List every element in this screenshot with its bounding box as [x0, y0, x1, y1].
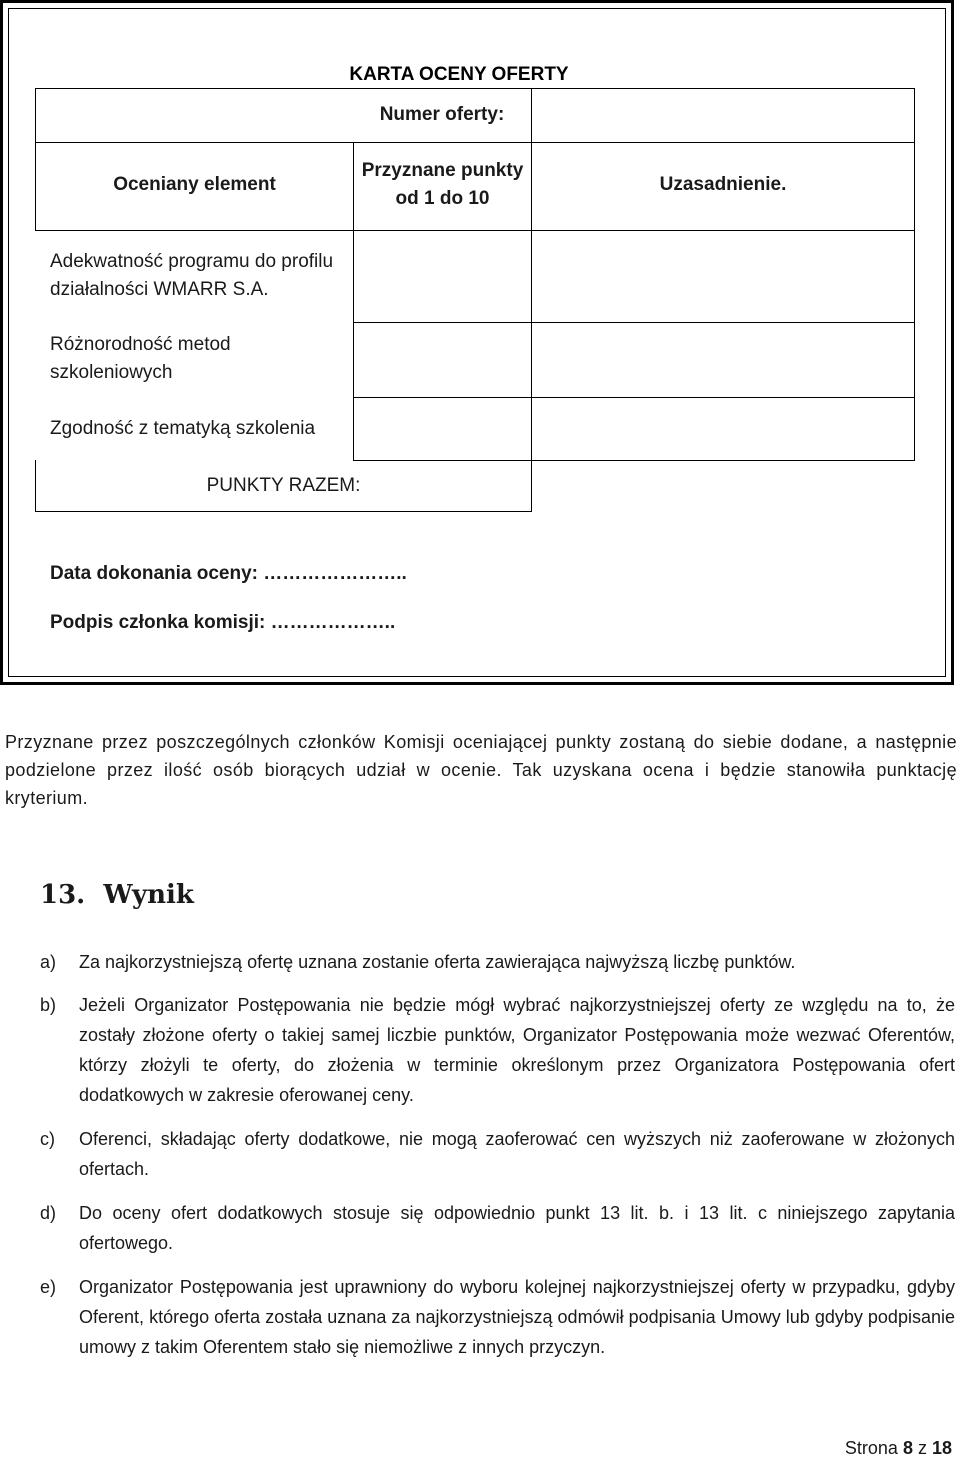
list-marker: b) — [40, 995, 57, 1015]
list-item-text: Jeżeli Organizator Postępowania nie będzie mógł wybrać najkorzystniejszej oferty ze względu na to, że zostały złożone oferty o takiej samej liczbie punktów, Organizator Postępowania może wezwać Oferentów, którzy złożyli te oferty, do złożenia w terminie określonym przez Organizatora Postępowania ofert dodatkowych w zakresie oferowanej ceny. — [79, 995, 955, 1105]
list-item — [40, 1124, 955, 1184]
evaluation-date-label: Data dokonania oceny: — [50, 563, 258, 584]
page-footer — [845, 1438, 952, 1459]
criterion-row-3: Zgodność z tematyką szkolenia — [50, 418, 316, 439]
evaluation-date-dots: ………………….. — [263, 563, 407, 584]
table-rule — [353, 142, 354, 460]
table-rule — [35, 230, 915, 231]
footer-prefix: Strona — [844, 1438, 903, 1458]
signature-label: Podpis członka komisji: — [50, 612, 266, 633]
list-item — [40, 990, 955, 1110]
column-header-justification: Uzasadnienie. — [659, 174, 787, 195]
list-item — [40, 1198, 955, 1258]
table-rule — [353, 460, 915, 461]
list-marker: d) — [40, 1203, 57, 1223]
signature-dots: ……………….. — [270, 612, 396, 633]
table-border-top — [35, 88, 915, 89]
table-rule — [35, 142, 915, 143]
total-label: PUNKTY RAZEM: — [206, 475, 361, 496]
list-marker: e) — [40, 1277, 57, 1297]
footer-page-number: 8 — [902, 1438, 913, 1458]
table-rule — [353, 322, 915, 323]
list-item-text: Oferenci, składając oferty dodatkowe, nie mogą zaoferować cen wyższych niż zaoferowane w złożonych ofertach. — [79, 1129, 955, 1179]
column-header-points: Przyznane punkty od 1 do 10 — [361, 160, 524, 209]
list-marker: a) — [40, 952, 57, 972]
footer-middle: z — [912, 1438, 932, 1458]
table-border-left — [35, 88, 36, 230]
offer-number-label: Numer oferty: — [379, 104, 505, 125]
card-title: KARTA OCENY OFERTY — [349, 64, 569, 85]
table-border-right — [914, 88, 915, 461]
scoring-note: Przyznane przez poszczególnych członków Komisji oceniającej punkty zostaną do siebie dodane, a następnie podzielone przez ilość osób biorących udział w ocenie. Tak uzyskana ocena i będzie stanowiła punktację kryterium. — [5, 732, 957, 808]
criterion-row-2: Różnorodność metod szkoleniowych — [50, 334, 231, 383]
footer-page-total: 18 — [931, 1438, 952, 1458]
column-header-element: Oceniany element — [113, 174, 276, 195]
table-rule — [35, 511, 532, 512]
signature-line — [50, 609, 395, 637]
section-heading: 13. Wynik — [40, 880, 194, 910]
list-item — [40, 1272, 955, 1362]
evaluation-date-line — [50, 560, 407, 588]
table-rule — [531, 88, 532, 512]
list-item-text: Do oceny ofert dodatkowych stosuje się odpowiednio punkt 13 lit. b. i 13 lit. c niniejszego zapytania ofertowego. — [79, 1203, 955, 1253]
criterion-row-1: Adekwatność programu do profilu działalności WMARR S.A. — [50, 251, 334, 300]
list-item-text: Organizator Postępowania jest uprawniony do wyboru kolejnej najkorzystniejszej oferty w przypadku, gdyby Oferent, którego oferta została uznana za najkorzystniejszą odmówił podpisania Umowy lub gdyby podpisanie umowy z takim Oferentem stało się niemożliwe z innych przyczyn. — [79, 1277, 955, 1357]
list-item — [40, 947, 955, 977]
list-item-text: Za najkorzystniejszą ofertę uznana zostanie oferta zawierająca najwyższą liczbę punktów. — [79, 952, 796, 972]
table-rule — [353, 397, 915, 398]
list-marker: c) — [40, 1129, 55, 1149]
